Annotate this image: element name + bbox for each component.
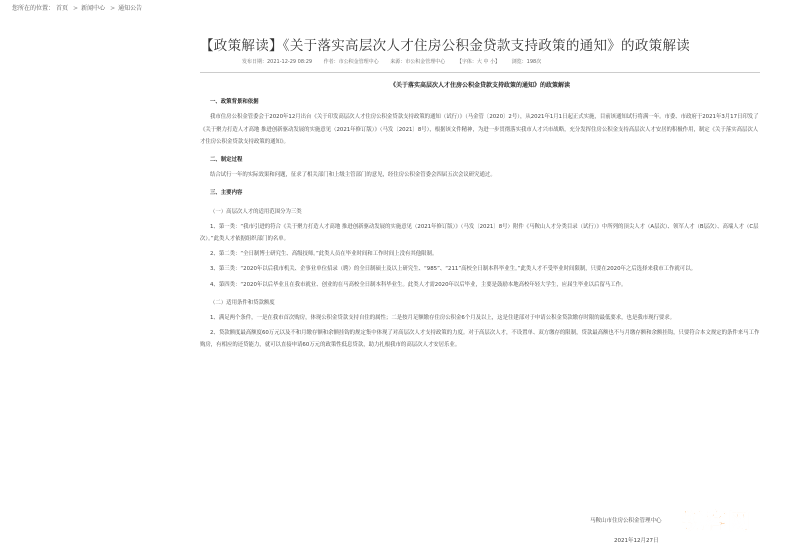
article-body — [200, 80, 760, 352]
divider — [200, 72, 760, 73]
signature-date: 2021年12月27日 — [614, 538, 659, 544]
breadcrumb-prefix: 您所在的位置： — [12, 5, 55, 12]
paragraph: 3、第三类：“2020年以后我市机关、企事业单位招录（聘）的全日制硕士及以上研究生、“985”、“211”高校全日制本科毕业生。”此类人才不受毕业时间限制，只要在2020年之后选择来我市工作就可以。 — [210, 266, 696, 273]
breadcrumb — [12, 3, 144, 12]
watermark-logo: 锐客网 — [682, 510, 752, 535]
section-heading: 二、制定过程 — [210, 157, 243, 164]
breadcrumb-separator: > — [73, 5, 79, 12]
subsection-heading: （一）高层次人才的适用范围分为三类 — [210, 208, 302, 215]
paragraph: 2、第二类：“全日制博士研究生、高级技师。”此类人员在毕业时间和工作时间上没有其他限制。 — [210, 251, 438, 258]
paragraph: 4、第四类：“2020年以后毕业且在我市就业、创业的在马高校全日制本科毕业生。此类人才需2020年以后毕业，主要是鼓励本地高校年轻大学生，应届生毕业以后留马工作。 — [210, 281, 627, 288]
paragraph: 1、满足两个条件，一是在我市首次购房，体现公积金贷款支持自住的属性；二是按月足额缴存住房公积金6个月及以上，这是住建部对于申请公积金贷款缴存时限的最低要求，也是我市现行要求。 — [210, 315, 676, 322]
breadcrumb-news-link[interactable]: 新闻中心 — [81, 5, 106, 12]
section-heading: 一、政策背景和依据 — [210, 99, 259, 106]
breadcrumb-notice-link[interactable]: 通知公告 — [118, 5, 143, 12]
paragraph: 结合试行一年的实际效果和问题，征求了相关部门和上级主管部门的意见，经住房公积金管委会四届五次会议研究通过。 — [210, 172, 496, 179]
breadcrumb-separator: > — [110, 5, 116, 12]
paragraph: 1、第一类：“我市引进的符合《关于聚力打造人才高地 推进创新驱动发展的实施意见（2021年修订版）》（马发〔2021〕8号）附件《马鞍山人才分类目录（试行）》中所列的顶尖人才（A层次）、领军人才（B层次）、高端人才（C层次）。”此类人才依据组织部门的名单。 — [200, 223, 759, 243]
section-heading: 三、主要内容 — [210, 190, 243, 197]
breadcrumb-home-link[interactable]: 首页 — [56, 5, 69, 12]
page-title: 【政策解读】《关于落实高层次人才住房公积金贷款支持政策的通知》的政策解读 — [200, 38, 691, 54]
source: 来源：市公积金管理中心 — [390, 59, 446, 65]
paragraph-list — [200, 96, 760, 351]
paragraph: 我市住房公积金管委会于2020年12月出台《关于印发高层次人才住房公积金贷款支持政策的通知（试行）》（马金管〔2020〕2号），从2021年1月1日起正式实施，目前该通知试行将满一年。市委、市政府于2021年3月17日印发了《关于聚力打造人才高地 推进创新驱动发展的实施意见（2021年修订版）》（马发〔2021〕8号），根据该文件精神，为进一步贯彻落实我市人才兴市战略，充分发挥住房公积金支持高层次人才安居的积极作用，制定《关于落实高层次人才住房公积金贷款支持政策的通知》。 — [200, 114, 759, 145]
paragraph: 2、贷款额度最高额度60万元以及不和月缴存额和余额挂钩的规定集中体现了对高层次人才支持政策的力度。对于高层次人才，不设置单、双方缴存的限制，贷款最高额也不与月缴存额和余额挂钩，只要符合本文规定的条件来马工作购房，有相应的还贷能力，就可以直接申请60万元的政策性低息贷款，助力扎根我市的高层次人才安居乐业。 — [200, 330, 760, 349]
subsection-heading: （二）适用条件和贷款额度 — [210, 299, 275, 306]
article-meta — [242, 58, 762, 65]
publish-time: 发布日期：2021-12-29 08:29 — [242, 59, 313, 65]
signature-org: 马鞍山市住房公积金管理中心 — [590, 518, 662, 524]
view-count: 浏览：198次 — [511, 59, 542, 65]
doc-heading: 《关于落实高层次人才住房公积金贷款支持政策的通知》的政策解读 — [389, 82, 570, 89]
font-size-switcher[interactable]: 【字体：大 中 小】 — [456, 59, 501, 65]
author: 作者：市公积金管理中心 — [323, 59, 379, 65]
